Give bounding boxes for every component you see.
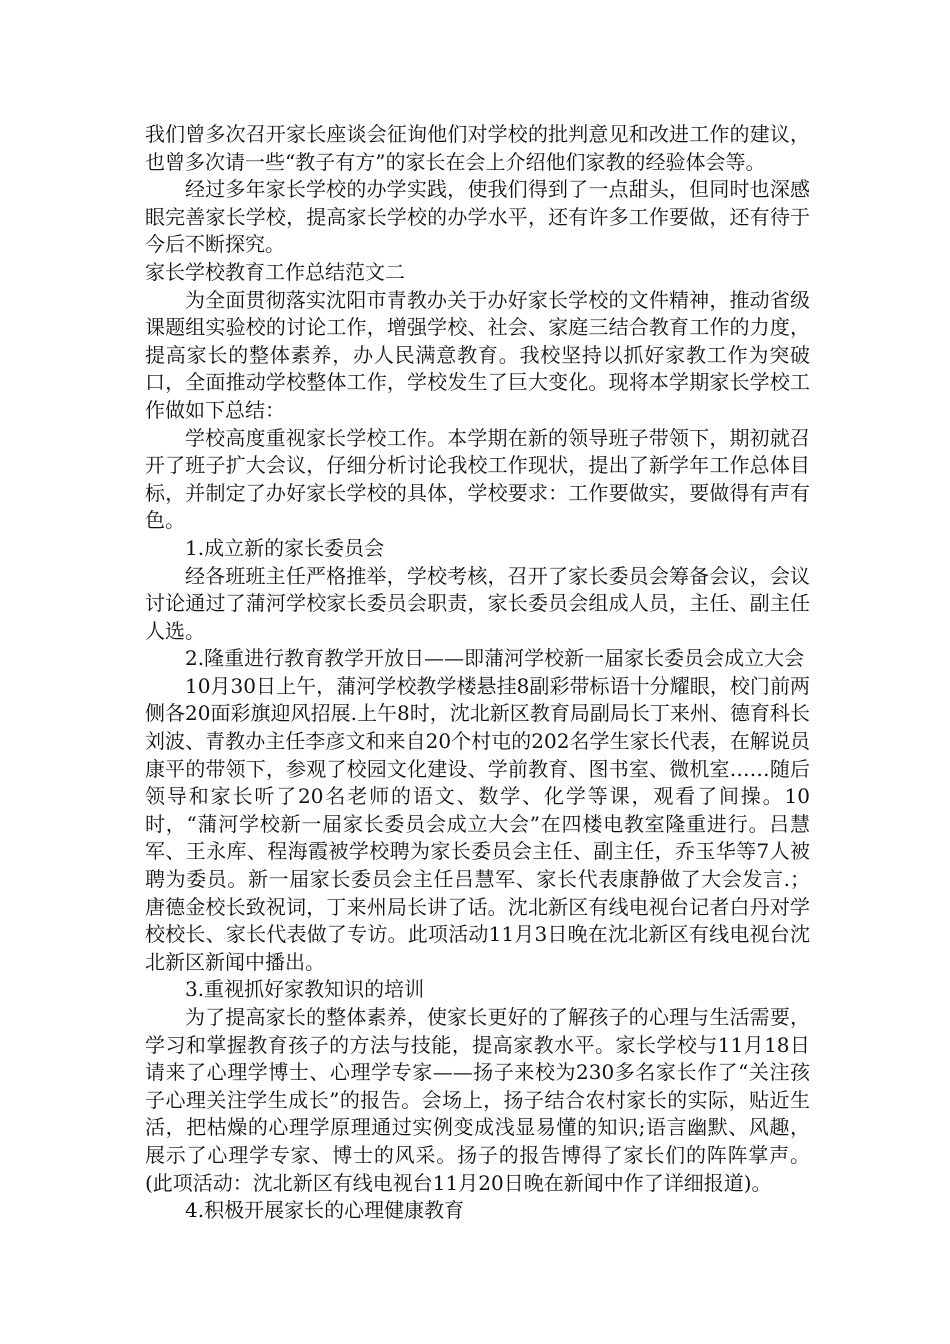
paragraph-5: 经各班班主任严格推举，学校考核，召开了家长委员会筹备会议，会议讨论通过了蒲河学校家长委员会职责，家长委员会组成人员，主任、副主任人选。 bbox=[145, 563, 810, 643]
paragraph-6: 10月30日上午，蒲河学校教学楼悬挂8副彩带标语十分耀眼，校门前两侧各20面彩旗迎风招展.上午8时，沈北新区教育局副局长丁来州、德育科长刘波、青教办主任李彦文和来自20个村屯的202名学生家长代表，在解说员康平的带领下，参观了校园文化建设、学前教育、图书室、微机室……随后领导和家长听了20名老师的语文、数学、化学等课，观看了间操。10时，“蒲河学校新一届家长委员会成立大会”在四楼电教室隆重进行。吕慧军、王永库、程海霞被学校聘为家长委员会主任、副主任，乔玉华等7人被聘为委员。新一届家长委员会主任吕慧军、家长代表康静做了大会发言.；唐德金校长致祝词，丁来州局长讲了话。沈北新区有线电视台记者白丹对学校校长、家长代表做了专访。此项活动11月3日晚在沈北新区有线电视台沈北新区新闻中播出。 bbox=[145, 673, 810, 974]
paragraph-7: 为了提高家长的整体素养，使家长更好的了解孩子的心理与生活需要，学习和掌握教育孩子的方法与技能，提高家教水平。家长学校与11月18日请来了心理学博士、心理学专家——扬子来校为230多名家长作了“关注孩子心理关注学生成长”的报告。会场上，扬子结合农村家长的实际，贴近生活，把枯燥的心理学原理通过实例变成浅显易懂的知识;语言幽默、风趣，展示了心理学专家、博士的风采。扬子的报告博得了家长们的阵阵掌声。(此项活动：沈北新区有线电视台11月20日晚在新闻中作了详细报道)。 bbox=[145, 1005, 810, 1195]
document-body bbox=[145, 121, 810, 1225]
paragraph-1: 我们曾多次召开家长座谈会征询他们对学校的批判意见和改进工作的建议，也曾多次请一些“教子有方”的家长在会上介绍他们家教的经验体会等。 bbox=[145, 122, 810, 174]
paragraph-2: 经过多年家长学校的办学实践，使我们得到了一点甜头，但同时也深感眼完善家长学校，提高家长学校的办学水平，还有许多工作要做，还有待于今后不断探究。 bbox=[145, 177, 810, 257]
paragraph-4: 学校高度重视家长学校工作。本学期在新的领导班子带领下，期初就召开了班子扩大会议，仔细分析讨论我校工作现状，提出了新学年工作总体目标，并制定了办好家长学校的具体，学校要求：工作要做实，要做得有声有色。 bbox=[145, 425, 810, 533]
subheading-2: 2.隆重进行教育教学开放日——即蒲河学校新一届家长委员会成立大会 bbox=[185, 646, 805, 671]
subheading-4: 4.积极开展家长的心理健康教育 bbox=[185, 1198, 465, 1223]
subheading-1: 1.成立新的家长委员会 bbox=[185, 535, 385, 560]
subheading-3: 3.重视抓好家教知识的培训 bbox=[185, 977, 425, 1002]
section-title: 家长学校教育工作总结范文二 bbox=[145, 259, 405, 284]
paragraph-3: 为全面贯彻落实沈阳市青教办关于办好家长学校的文件精神，推动省级课题组实验校的讨论工作，增强学校、社会、家庭三结合教育工作的力度，提高家长的整体素养，办人民满意教育。我校坚持以抓好家教工作为突破口，全面推动学校整体工作，学校发生了巨大变化。现将本学期家长学校工作做如下总结： bbox=[145, 287, 810, 422]
